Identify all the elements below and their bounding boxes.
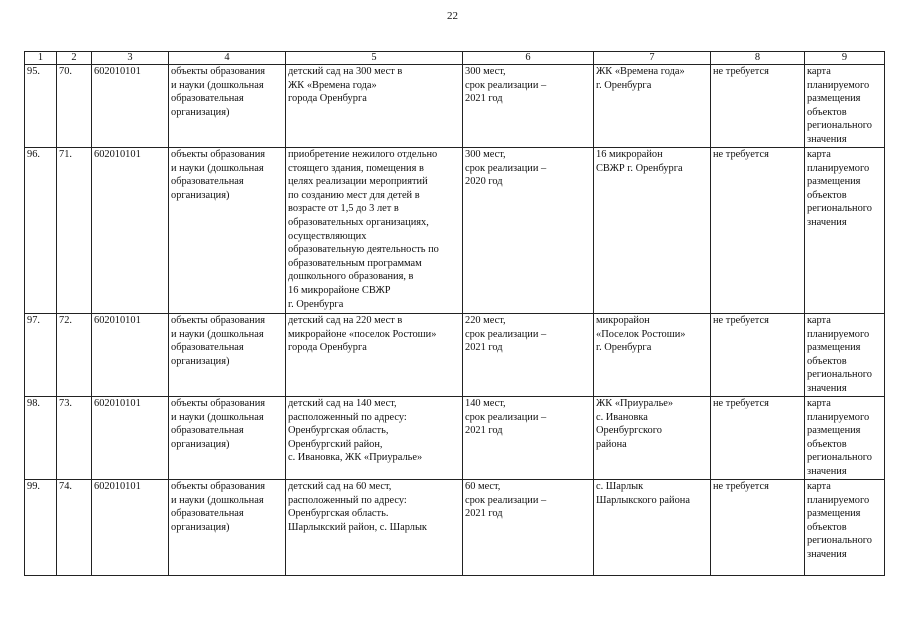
- table-row: [25, 397, 885, 480]
- page-number: 22: [447, 10, 458, 22]
- object-type: объекты образования и науки (дошкольная образовательная организация): [169, 148, 286, 314]
- object-location: микрорайон «Поселок Ростоши» г. Оренбурга: [594, 314, 711, 397]
- item-number: 73.: [57, 397, 92, 480]
- table-row: [25, 148, 885, 314]
- object-capacity: 60 мест, срок реализации – 2021 год: [463, 480, 594, 576]
- object-description: детский сад на 60 мест, расположенный по адресу: Оренбургская область. Шарлыкский район, с. Шарлык: [286, 480, 463, 576]
- column-header-9: 9: [805, 52, 885, 65]
- object-capacity: 300 мест, срок реализации – 2021 год: [463, 65, 594, 148]
- item-number: 70.: [57, 65, 92, 148]
- object-map: карта планируемого размещения объектов регионального значения: [805, 314, 885, 397]
- object-code: 602010101: [92, 314, 169, 397]
- object-location: ЖК «Времена года» г. Оренбурга: [594, 65, 711, 148]
- row-number: 96.: [25, 148, 57, 314]
- object-code: 602010101: [92, 148, 169, 314]
- column-header-1: 1: [25, 52, 57, 65]
- item-number: 74.: [57, 480, 92, 576]
- column-header-4: 4: [169, 52, 286, 65]
- object-description: детский сад на 220 мест в микрорайоне «поселок Ростоши» города Оренбурга: [286, 314, 463, 397]
- column-header-7: 7: [594, 52, 711, 65]
- object-map: карта планируемого размещения объектов регионального значения: [805, 65, 885, 148]
- row-number: 98.: [25, 397, 57, 480]
- table-row: [25, 65, 885, 148]
- item-number: 71.: [57, 148, 92, 314]
- object-map: карта планируемого размещения объектов регионального значения: [805, 480, 885, 576]
- object-type: объекты образования и науки (дошкольная образовательная организация): [169, 65, 286, 148]
- object-map: карта планируемого размещения объектов регионального значения: [805, 397, 885, 480]
- object-location: с. Шарлык Шарлыкского района: [594, 480, 711, 576]
- column-header-3: 3: [92, 52, 169, 65]
- object-description: приобретение нежилого отдельно стоящего здания, помещения в целях реализации мероприятий по созданию мест для детей в возрасте от 1,5 до 3 лет в образовательных организациях, осуществляющих образовательную деятельность по образовательным программам дошкольного образования, в 16 микрорайоне СВЖР г. Оренбурга: [286, 148, 463, 314]
- object-zone: не требуется: [711, 148, 805, 314]
- object-zone: не требуется: [711, 65, 805, 148]
- table-row: [25, 314, 885, 397]
- object-description: детский сад на 140 мест, расположенный по адресу: Оренбургская область, Оренбургский район, с. Ивановка, ЖК «Приуралье»: [286, 397, 463, 480]
- object-type: объекты образования и науки (дошкольная образовательная организация): [169, 314, 286, 397]
- object-zone: не требуется: [711, 480, 805, 576]
- object-description: детский сад на 300 мест в ЖК «Времена года» города Оренбурга: [286, 65, 463, 148]
- object-code: 602010101: [92, 480, 169, 576]
- registry-table: [24, 51, 885, 576]
- item-number: 72.: [57, 314, 92, 397]
- object-location: 16 микрорайон СВЖР г. Оренбурга: [594, 148, 711, 314]
- column-header-2: 2: [57, 52, 92, 65]
- object-capacity: 300 мест, срок реализации – 2020 год: [463, 148, 594, 314]
- object-zone: не требуется: [711, 314, 805, 397]
- column-header-6: 6: [463, 52, 594, 65]
- column-header-8: 8: [711, 52, 805, 65]
- column-header-5: 5: [286, 52, 463, 65]
- object-code: 602010101: [92, 65, 169, 148]
- row-number: 99.: [25, 480, 57, 576]
- row-number: 97.: [25, 314, 57, 397]
- object-zone: не требуется: [711, 397, 805, 480]
- object-location: ЖК «Приуралье» с. Ивановка Оренбургского района: [594, 397, 711, 480]
- object-capacity: 220 мест, срок реализации – 2021 год: [463, 314, 594, 397]
- object-type: объекты образования и науки (дошкольная образовательная организация): [169, 397, 286, 480]
- table-row: [25, 480, 885, 576]
- header-row: [25, 52, 885, 65]
- object-code: 602010101: [92, 397, 169, 480]
- object-map: карта планируемого размещения объектов регионального значения: [805, 148, 885, 314]
- object-capacity: 140 мест, срок реализации – 2021 год: [463, 397, 594, 480]
- object-type: объекты образования и науки (дошкольная образовательная организация): [169, 480, 286, 576]
- row-number: 95.: [25, 65, 57, 148]
